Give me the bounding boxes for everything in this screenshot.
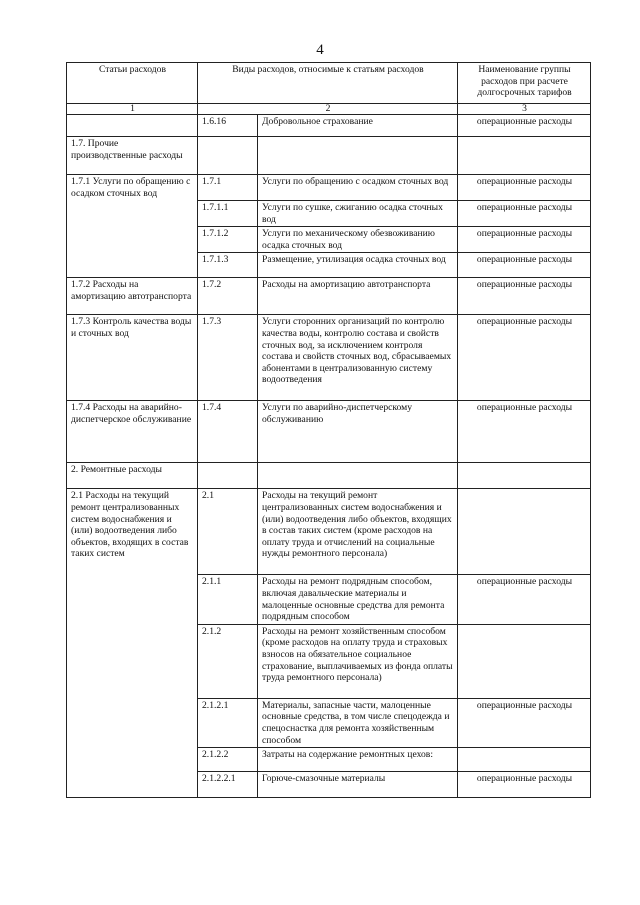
group-cell: операционные расходы <box>458 253 591 278</box>
group-cell: операционные расходы <box>458 278 591 315</box>
group-cell: операционные расходы <box>458 772 591 798</box>
header-expense-types: Виды расходов, относимые к статьям расходов <box>198 63 458 104</box>
table-row <box>67 315 591 401</box>
description-cell <box>258 463 458 489</box>
article-cell: 1.7. Прочие производственные расходы <box>67 137 198 175</box>
code-cell: 1.7.1.2 <box>198 227 258 253</box>
code-cell: 1.7.3 <box>198 315 258 401</box>
article-cell: 1.7.4 Расходы на аварийно-диспетчерское обслуживание <box>67 401 198 463</box>
description-cell: Услуги сторонних организаций по контролю качества воды, контролю состава и свойств сточных вод, за исключением контроля состава и свойств сточных вод, сбрасываемых абонентами в централизованную систему водоотведения <box>258 315 458 401</box>
description-cell: Горюче-смазочные материалы <box>258 772 458 798</box>
article-cell: 2.1 Расходы на текущий ремонт централизованных систем водоснабжения и (или) водоотведения либо объектов, входящих в состав таких систем <box>67 489 198 798</box>
group-cell <box>458 463 591 489</box>
code-cell: 1.7.2 <box>198 278 258 315</box>
group-cell <box>458 137 591 175</box>
table-row <box>67 115 591 137</box>
article-cell: 1.7.1 Услуги по обращению с осадком сточных вод <box>67 175 198 278</box>
table-row <box>67 278 591 315</box>
column-number: 1 <box>67 104 198 115</box>
code-cell: 2.1.2.2 <box>198 748 258 772</box>
group-cell: операционные расходы <box>458 401 591 463</box>
group-cell: операционные расходы <box>458 175 591 201</box>
code-cell: 2.1.1 <box>198 575 258 624</box>
article-cell <box>67 115 198 137</box>
description-cell: Расходы на ремонт хозяйственным способом (кроме расходов на оплату труда и страховых взносов на обязательное социальное страхование, выплачиваемых из фонда оплаты труда ремонтного персонала) <box>258 624 458 698</box>
description-cell: Материалы, запасные части, малоценные основные средства, в том числе спецодежда и спецоснастка для ремонта хозяйственным способом <box>258 698 458 747</box>
description-cell: Затраты на содержание ремонтных цехов: <box>258 748 458 772</box>
group-cell: операционные расходы <box>458 227 591 253</box>
group-cell <box>458 624 591 698</box>
code-cell: 2.1.2.1 <box>198 698 258 747</box>
description-cell: Услуги по обращению с осадком сточных вод <box>258 175 458 201</box>
code-cell: 1.7.4 <box>198 401 258 463</box>
table-row <box>67 175 591 201</box>
code-cell: 1.7.1 <box>198 175 258 201</box>
description-cell: Расходы на текущий ремонт централизованных систем водоснабжения и (или) водоотведения либо объектов, входящих в состав таких систем (кроме расходов на оплату труда и отчислений на социальные нужды ремонтного персонала) <box>258 489 458 575</box>
page-number: 4 <box>316 42 324 58</box>
column-number: 2 <box>198 104 458 115</box>
code-cell: 2.1 <box>198 489 258 575</box>
code-cell: 2.1.2 <box>198 624 258 698</box>
group-cell: операционные расходы <box>458 698 591 747</box>
table-row <box>67 463 591 489</box>
table-row <box>67 137 591 175</box>
group-cell: операционные расходы <box>458 201 591 227</box>
description-cell: Добровольное страхование <box>258 115 458 137</box>
code-cell <box>198 463 258 489</box>
code-cell: 1.7.1.3 <box>198 253 258 278</box>
description-cell: Расходы на ремонт подрядным способом, включая давальческие материалы и малоценные основные средства для ремонта подрядным способом <box>258 575 458 624</box>
description-cell: Услуги по сушке, сжиганию осадка сточных вод <box>258 201 458 227</box>
group-cell: операционные расходы <box>458 115 591 137</box>
code-cell <box>198 137 258 175</box>
group-cell: операционные расходы <box>458 315 591 401</box>
description-cell: Услуги по аварийно-диспетчерскому обслуживанию <box>258 401 458 463</box>
article-cell: 1.7.3 Контроль качества воды и сточных вод <box>67 315 198 401</box>
article-cell: 1.7.2 Расходы на амортизацию автотранспорта <box>67 278 198 315</box>
table-row <box>67 489 591 575</box>
code-cell: 2.1.2.2.1 <box>198 772 258 798</box>
article-cell: 2. Ремонтные расходы <box>67 463 198 489</box>
group-cell: операционные расходы <box>458 575 591 624</box>
group-cell <box>458 748 591 772</box>
description-cell: Расходы на амортизацию автотранспорта <box>258 278 458 315</box>
code-cell: 1.7.1.1 <box>198 201 258 227</box>
code-cell: 1.6.16 <box>198 115 258 137</box>
description-cell: Размещение, утилизация осадка сточных вод <box>258 253 458 278</box>
expense-table <box>66 62 591 798</box>
description-cell <box>258 137 458 175</box>
column-numbers-row <box>67 104 591 115</box>
table-header-row <box>67 63 591 104</box>
header-expense-articles: Статьи расходов <box>67 63 198 104</box>
description-cell: Услуги по механическому обезвоживанию осадка сточных вод <box>258 227 458 253</box>
group-cell <box>458 489 591 575</box>
table-row <box>67 401 591 463</box>
column-number: 3 <box>458 104 591 115</box>
header-tariff-group: Наименование группы расходов при расчете долгосрочных тарифов <box>458 63 591 104</box>
